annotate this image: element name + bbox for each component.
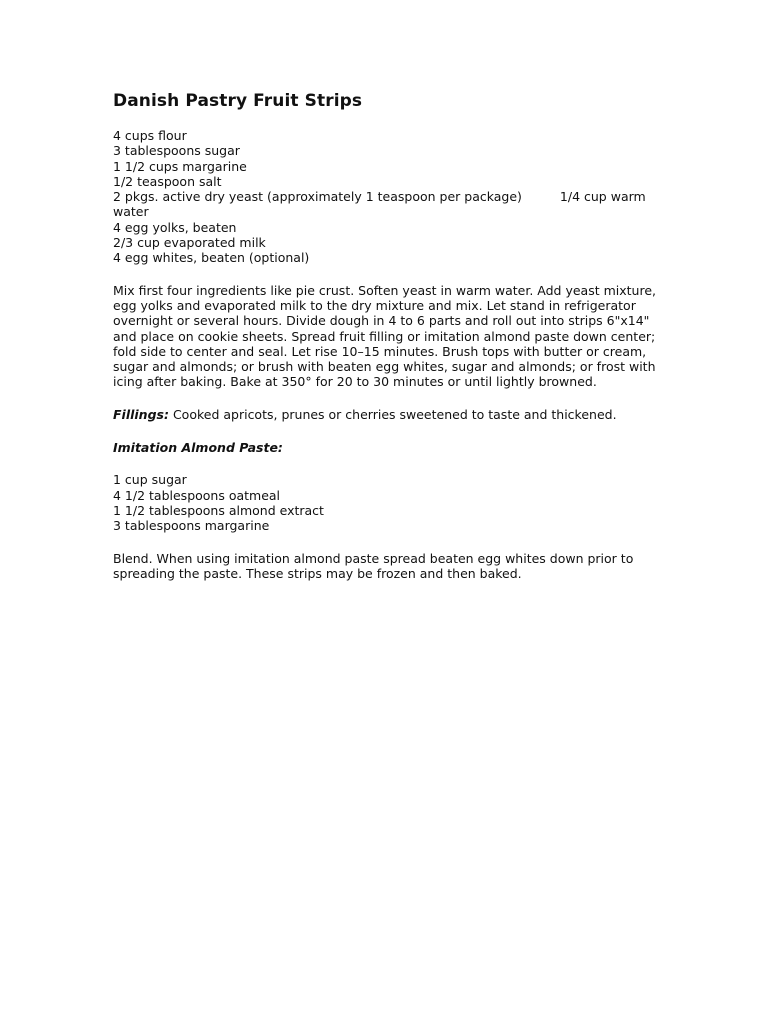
ingredient-item: 4 egg whites, beaten (optional) [113,250,310,266]
water-text: water [113,204,149,220]
ingredient-item: 2/3 cup evaporated milk [113,235,266,251]
fillings-label: Fillings: [113,406,169,422]
fillings-text: Cooked apricots, prunes or cherries sweetened to taste and thickened. [168,406,617,422]
ingredient-item: 4 1/2 tablespoons oatmeal [113,487,281,503]
almond-paste-heading: Imitation Almond Paste: [113,440,283,456]
fillings-paragraph [113,407,658,422]
yeast-text: 2 pkgs. active dry yeast (approximately 1 teaspoon per package) [113,189,522,205]
ingredient-item: 3 tablespoons sugar [113,143,240,159]
ingredient-item: 1/2 teaspoon salt [113,173,222,189]
ingredient-item: 1 1/2 cups margarine [113,158,247,174]
closing-paragraph: Blend. When using imitation almond paste spread beaten egg whites down prior to spreading the paste. These strips may be frozen and then baked. [113,550,634,581]
ingredient-item: 3 tablespoons margarine [113,518,270,534]
ingredient-list [113,128,658,266]
ingredient-item: 1 cup sugar [113,472,187,488]
ingredient-item: 4 egg yolks, beaten [113,219,237,235]
ingredient-item: 1 1/2 tablespoons almond extract [113,502,324,518]
method-paragraph: Mix first four ingredients like pie crust. Soften yeast in warm water. Add yeast mixture, egg yolks and evaporated milk to the dry mixture and mix. Let stand in refrigerator overnight or several hours. Divide dough in 4 to 6 parts and roll out into strips 6"x14" and place on cookie sheets. Spread fruit filling or imitation almond paste down center; fold side to center and seal. Let rise 10–15 minutes. Brush tops with butter or cream, sugar and almonds; or brush with beaten egg whites, sugar and almonds; or frost with icing after baking. Bake at 350° for 20 to 30 minutes or until lightly browned. [113,282,656,390]
recipe-title: Danish Pastry Fruit Strips [113,91,363,111]
ingredient-item-yeast [113,189,658,220]
warm-water-text: 1/4 cup warm [559,189,646,205]
recipe-document [113,90,658,581]
almond-paste-ingredient-list [113,472,658,533]
ingredient-item: 4 cups flour [113,128,187,143]
